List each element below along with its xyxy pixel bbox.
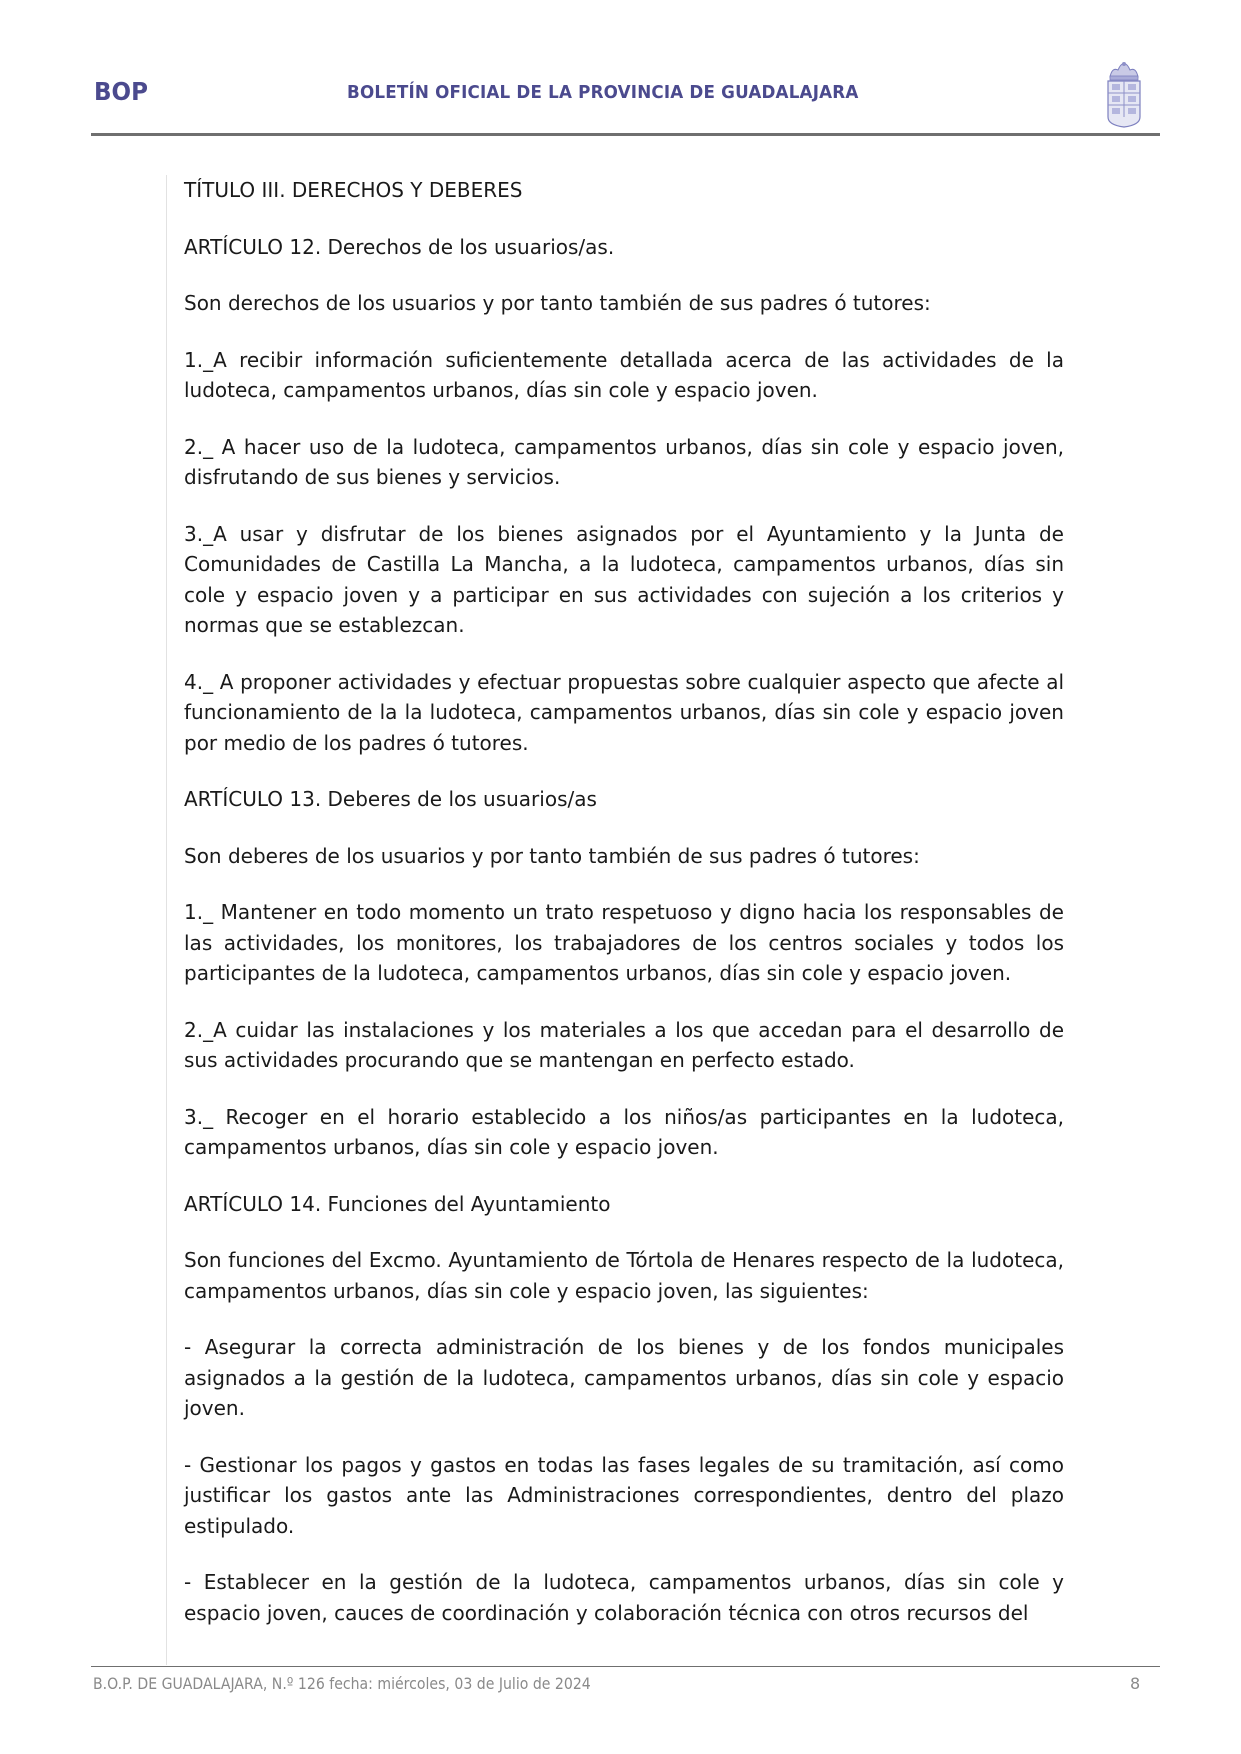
- document-body: [184, 175, 1064, 1654]
- paragraph: 1._A recibir información suficientemente detallada acerca de las actividades de la ludoteca, campamentos urbanos, días sin cole y espacio joven.: [184, 347, 1064, 402]
- page-header: [0, 0, 1241, 140]
- header-divider: [91, 133, 1160, 136]
- paragraph: 3._A usar y disfrutar de los bienes asignados por el Ayuntamiento y la Junta de Comunidades de Castilla La Mancha, a la ludoteca, campamentos urbanos, días sin cole y espacio joven y a participar en sus actividades con sujeción a los criterios y normas que se establezcan.: [184, 521, 1064, 637]
- page-number: 8: [1130, 1674, 1141, 1693]
- article-14-heading: ARTÍCULO 14. Funciones del Ayuntamiento: [184, 1191, 611, 1216]
- paragraph: 3._ Recoger en el horario establecido a los niños/as participantes en la ludoteca, campamentos urbanos, días sin cole y espacio joven.: [184, 1104, 1064, 1159]
- paragraph: 4._ A proponer actividades y efectuar propuestas sobre cualquier aspecto que afecte al funcionamiento de la la ludoteca, campamentos urbanos, días sin cole y espacio joven por medio de los padres ó tutores.: [184, 669, 1064, 755]
- paragraph: - Gestionar los pagos y gastos en todas las fases legales de su tramitación, así como justificar los gastos ante las Administraciones correspondientes, dentro del plazo estipulado.: [184, 1452, 1064, 1538]
- coat-of-arms-icon: [1104, 61, 1144, 129]
- article-12-heading: ARTÍCULO 12. Derechos de los usuarios/as.: [184, 234, 615, 259]
- paragraph: - Asegurar la correcta administración de los bienes y de los fondos municipales asignados a la gestión de la ludoteca, campamentos urbanos, días sin cole y espacio joven.: [184, 1335, 1064, 1420]
- paragraph: - Establecer en la gestión de la ludoteca, campamentos urbanos, días sin cole y espacio joven, cauces de coordinación y colaboración técnica con otros recursos del: [184, 1570, 1064, 1625]
- title-heading: TÍTULO III. DERECHOS Y DEBERES: [184, 178, 523, 202]
- paragraph: Son derechos de los usuarios y por tanto también de sus padres ó tutores:: [184, 291, 931, 315]
- article-13-heading: ARTÍCULO 13. Deberes de los usuarios/as: [184, 787, 597, 811]
- paragraph: Son deberes de los usuarios y por tanto también de sus padres ó tutores:: [184, 843, 920, 868]
- bulletin-title: BOLETÍN OFICIAL DE LA PROVINCIA DE GUADALAJARA: [347, 82, 859, 103]
- paragraph: 2._ A hacer uso de la ludoteca, campamentos urbanos, días sin cole y espacio joven, disfrutando de sus bienes y servicios.: [184, 434, 1064, 489]
- paragraph: 2._A cuidar las instalaciones y los materiales a los que accedan para el desarrollo de sus actividades procurando que se mantengan en perfecto estado.: [184, 1017, 1064, 1072]
- footer-divider: [91, 1666, 1160, 1667]
- bop-acronym: BOP: [94, 77, 148, 106]
- footer-citation: B.O.P. DE GUADALAJARA, N.º 126 fecha: miércoles, 03 de Julio de 2024: [93, 1674, 591, 1693]
- paragraph: Son funciones del Excmo. Ayuntamiento de Tórtola de Henares respecto de la ludoteca, campamentos urbanos, días sin cole y espacio joven, las siguientes:: [184, 1248, 1064, 1303]
- paragraph: 1._ Mantener en todo momento un trato respetuoso y digno hacia los responsables de las actividades, los monitores, los trabajadores de los centros sociales y todos los participantes de la ludoteca, campamentos urbanos, días sin cole y espacio joven.: [184, 900, 1064, 985]
- left-margin-line: [166, 175, 167, 1665]
